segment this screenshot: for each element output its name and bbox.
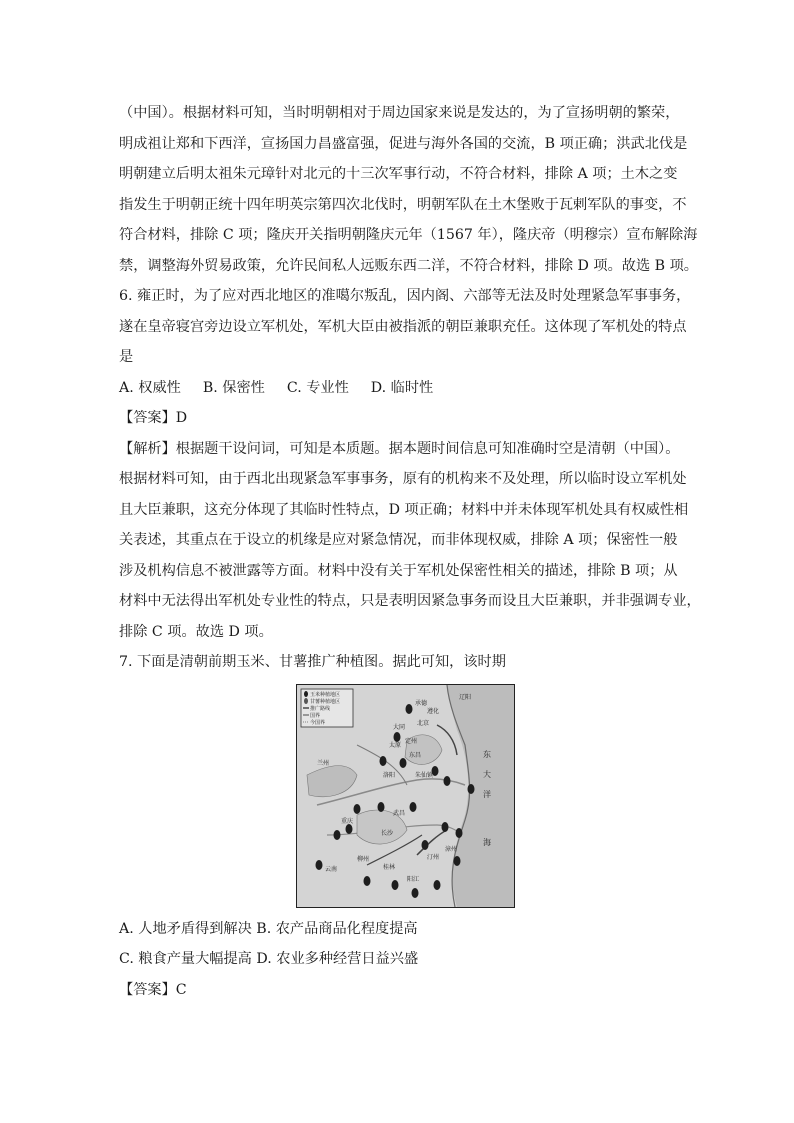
text-line: 指发生于明朝正统十四年明英宗第四次北伐时，明朝军队在土木堡败于瓦剌军队的事变，不: [119, 196, 687, 213]
option-d: D. 临时性: [370, 379, 434, 396]
map-place-label: 定州: [404, 737, 417, 745]
map-place-label: 朱仙镇: [414, 771, 433, 779]
map-place-label: 北京: [416, 719, 429, 727]
map-place-label: 兰州: [316, 759, 329, 767]
text-line: 禁，调整海外贸易政策，允许民间私人远贩东西二洋，不符合材料，排除 D 项。故选 B 项。: [119, 257, 698, 274]
map-place-label: 辽阳: [458, 693, 471, 701]
q7-answer: 【答案】C: [119, 981, 187, 998]
map-place-label: 汀州: [426, 853, 439, 861]
q6-answer: 【答案】D: [119, 410, 188, 426]
question-stem-line: 遂在皇帝寝宫旁边设立军机处，军机大臣由被指派的朝臣兼职充任。这体现了军机处的特点: [119, 318, 687, 335]
q5-analysis-tail: [119, 98, 698, 281]
map-place-label: 长沙: [380, 829, 393, 837]
map-place-label: 遵化: [426, 707, 439, 715]
map-place-label: 阳江: [406, 875, 419, 883]
option-a: A. 权威性: [119, 379, 181, 396]
map-place-label: 云南: [324, 865, 337, 873]
map-place-label: 大同: [392, 723, 405, 731]
map-place-label: 柳州: [356, 855, 369, 863]
map-place-label: 承德: [414, 699, 427, 707]
legend-label: 玉米种植地区: [309, 691, 340, 698]
analysis-line: 且大臣兼职，这充分体现了其临时性特点，D 项正确；材料中并未体现军机处具有权威性相: [119, 501, 689, 518]
q6-options: [119, 373, 691, 404]
map-place-label: 大: [482, 769, 491, 779]
map-place-label: 太原: [388, 741, 401, 749]
text-line: 明朝建立后明太祖朱元璋针对北元的十三次军事行动，不符合材料，排除 A 项；土木之变: [119, 166, 678, 182]
question-6: [119, 281, 701, 647]
map-graphic: [297, 685, 514, 907]
legend-label: 甘薯种植地区: [309, 698, 340, 705]
question-stem-line: 7. 下面是清朝前期玉米、甘薯推广种植图。据此可知，该时期: [119, 654, 506, 670]
option-c: C. 专业性: [286, 379, 349, 396]
map-place-label: 洋: [482, 789, 491, 799]
analysis-line: 根据材料可知，由于西北出现紧急军事事务，原有的机构来不及处理，所以临时设立军机处: [119, 471, 687, 487]
analysis-line: 涉及机构信息不被泄露等方面。材料中没有关于军机处保密性相关的描述，排除 B 项；从: [119, 562, 678, 579]
option-b: B. 保密性: [202, 379, 265, 396]
text-line: （中国）。根据材料可知，当时明朝相对于周边国家来说是发达的，为了宣扬明朝的繁荣，: [119, 105, 680, 121]
analysis-line: 【解析】根据题干设问词，可知是本质题。据本题时间信息可知准确时空是清朝（中国）。: [119, 440, 680, 457]
q7-options-row-1: A. 人地矛盾得到解决 B. 农产品商品化程度提高: [119, 920, 418, 937]
legend-label: 国界: [309, 712, 320, 719]
map-place-label: 东: [482, 749, 491, 759]
map-place-label: 重庆: [340, 817, 353, 825]
figure-container: [119, 684, 691, 908]
question-stem-line: 6. 雍正时，为了应对西北地区的准噶尔叛乱，因内阁、六部等无法及时处理紧急军事事务，: [119, 288, 691, 304]
map-place-label: 洛阳: [382, 771, 395, 779]
map-place-label: 桂林: [382, 863, 395, 871]
map-place-label: 海: [482, 837, 491, 847]
crop-spread-map: [296, 684, 515, 908]
question-7: [119, 647, 691, 1005]
question-stem-line: 是: [119, 349, 134, 365]
text-line: 明成祖让郑和下西洋，宣扬国力昌盛富强，促进与海外各国的交流，B 项正确；洪武北伐是: [119, 135, 688, 152]
page-content: [119, 98, 701, 1005]
map-place-label: 东昌: [408, 751, 421, 759]
legend-label: 今国界: [309, 719, 325, 726]
q7-options-row-2: C. 粮食产量大幅提高 D. 农业多种经营日益兴盛: [119, 951, 419, 967]
map-place-label: 漳州: [444, 845, 457, 853]
analysis-line: 关表述，其重点在于设立的机缘是应对紧急情况，而非体现权威，排除 A 项；保密性一般: [119, 532, 678, 548]
analysis-line: 排除 C 项。故选 D 项。: [119, 623, 273, 640]
map-place-label: 武昌: [392, 809, 405, 817]
text-line: 符合材料，排除 C 项；隆庆开关指明朝隆庆元年（1567 年），隆庆帝（明穆宗）宣布解除海: [119, 227, 698, 243]
legend-label: 推广路线: [309, 705, 330, 712]
analysis-line: 材料中无法得出军机处专业性的特点，只是表明因紧急事务而设且大臣兼职，并非强调专业，: [119, 593, 701, 609]
